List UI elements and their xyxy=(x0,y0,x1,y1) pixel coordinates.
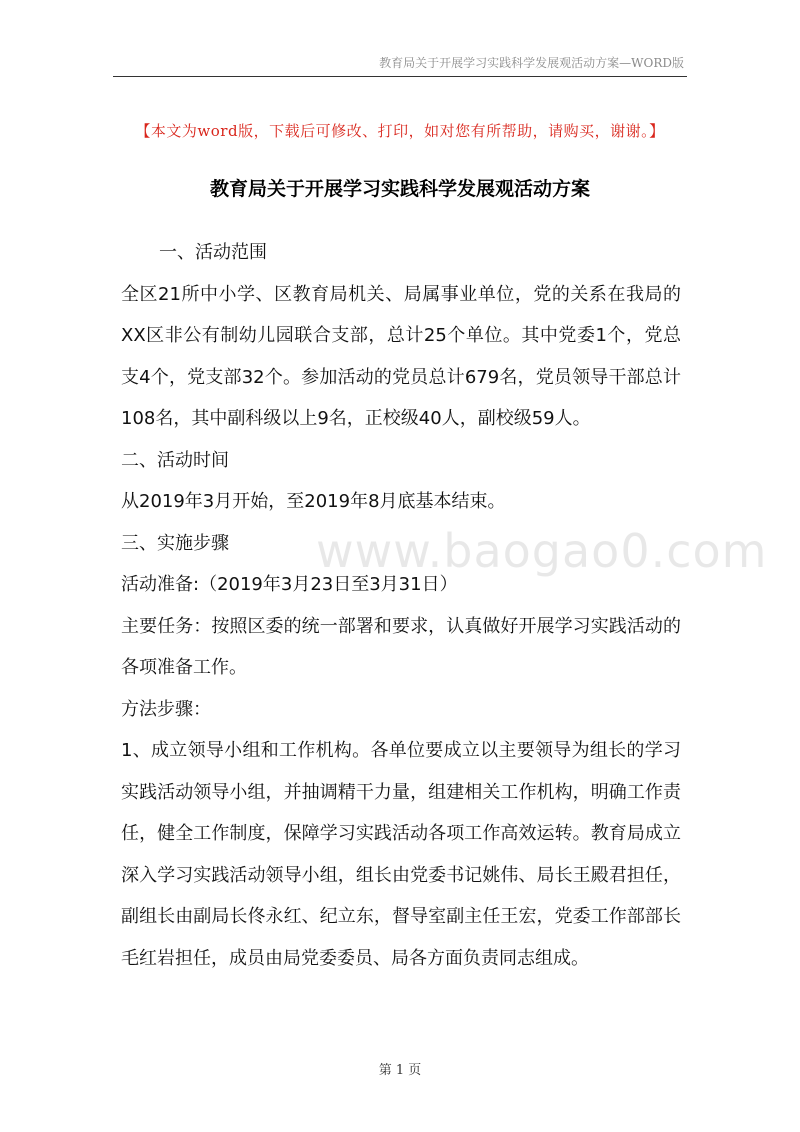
running-header: 教育局关于开展学习实践科学发展观活动方案—WORD版 xyxy=(379,56,684,70)
purchase-notice: 【本文为word版，下载后可修改、打印，如对您有所帮助，请购买，谢谢。】 xyxy=(135,122,665,140)
paragraph-preparation: 活动准备:（2019年3月23日至3月31日） xyxy=(121,574,458,595)
section-heading-steps: 三、实施步骤 xyxy=(121,532,229,554)
paragraph-scope: 全区21所中小学、区教育局机关、局属事业单位，党的关系在我局的XX区非公有制幼儿园联合支部，总计25个单位。其中党委1个，党总支4个，党支部32个。参加活动的党员总计679名，党员领导干部总计108名，其中副科级以上9名，正校级40人，副校级59人。 xyxy=(121,283,681,429)
paragraph-main-task: 主要任务：按照区委的统一部署和要求，认真做好开展学习实践活动的各项准备工作。 xyxy=(121,615,681,678)
header-divider xyxy=(113,76,687,77)
paragraph-time: 从2019年3月开始，至2019年8月底基本结束。 xyxy=(121,491,506,512)
document-title: 教育局关于开展学习实践科学发展观活动方案 xyxy=(209,178,590,200)
page-number: 第 1 页 xyxy=(378,1063,422,1078)
section-heading-scope: 一、活动范围 xyxy=(159,242,267,263)
document-body xyxy=(121,232,681,979)
watermark: www.baogao0.com xyxy=(316,524,768,578)
section-heading-time: 二、活动时间 xyxy=(121,449,229,471)
paragraph-step-1: 1、成立领导小组和工作机构。各单位要成立以主要领导为组长的学习实践活动领导小组，并抽调精干力量，组建相关工作机构，明确工作责任，健全工作制度，保障学习实践活动各项工作高效运转。教育局成立深入学习实践活动领导小组，组长由党委书记姚伟、局长王殿君担任，副组长由副局长佟永红、纪立东，督导室副主任王宏，党委工作部部长毛红岩担任，成员由局党委委员、局各方面负责同志组成。 xyxy=(121,740,681,969)
paragraph-method-label: 方法步骤： xyxy=(121,698,211,720)
